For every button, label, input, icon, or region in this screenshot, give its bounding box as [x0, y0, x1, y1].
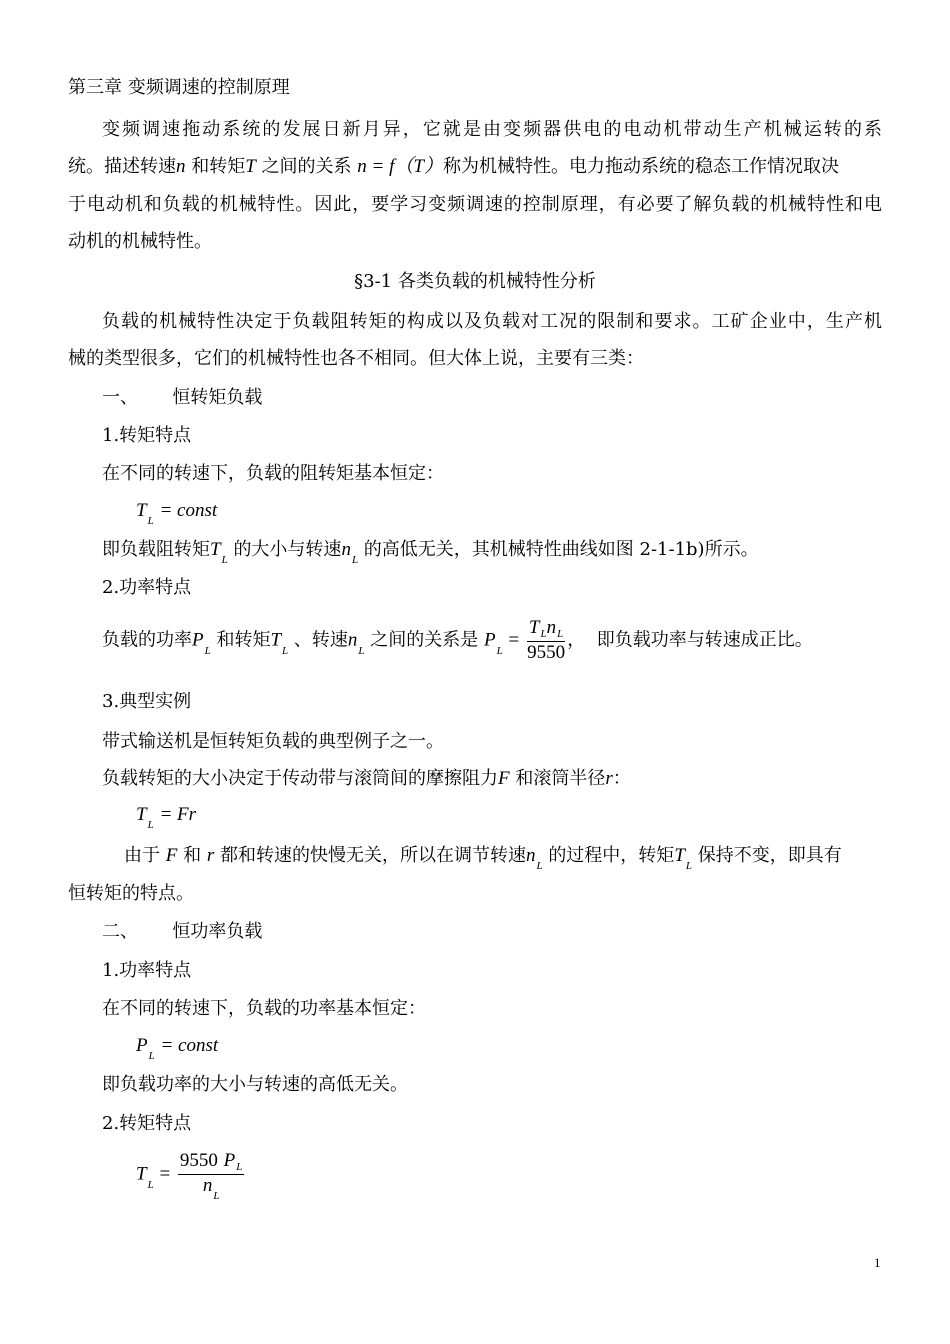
intro-line-1: 变频调速拖动系统的发展日新月异，它就是由变频器供电的电动机带动生产机械运转的系 — [102, 119, 882, 140]
symbol-n: n — [347, 629, 358, 651]
text: 和转矩 — [216, 629, 271, 651]
subscript-L: L — [213, 1190, 220, 1202]
part1-subheading-2: 2.功率特点 — [102, 577, 192, 598]
subscript-L: L — [557, 628, 564, 640]
subscript-L: L — [536, 860, 543, 872]
text: 负载的功率 — [102, 629, 192, 651]
symbol-P: P — [484, 629, 496, 651]
formula-rhs: = const — [160, 1035, 219, 1056]
symbol-n: n — [546, 617, 557, 638]
subscript-L: L — [221, 554, 228, 566]
part1-text-4: 带式输送机是恒转矩负载的典型例子之一。 — [102, 731, 444, 752]
intro-line-2 — [68, 155, 839, 179]
symbol-F: F — [498, 768, 510, 789]
part2-text-1: 在不同的转速下，负载的功率基本恒定： — [102, 998, 426, 1019]
symbol-T: T — [136, 500, 147, 521]
part1-heading: 一、 恒转矩负载 — [102, 387, 263, 408]
formula-rhs: = const — [159, 500, 218, 521]
text: 的大小与转速 — [233, 539, 342, 560]
text: 和 — [183, 845, 202, 866]
part2-heading: 二、 恒功率负载 — [102, 921, 263, 942]
text: 由于 — [124, 845, 160, 866]
chapter-title: 第三章 变频调速的控制原理 — [68, 77, 290, 98]
text: 的高低无关，其机械特性曲线如图 2-1-1b)所示。 — [363, 539, 759, 560]
subscript-L: L — [148, 1050, 155, 1062]
formula-PL-const — [136, 1035, 219, 1062]
part1-text-3 — [102, 617, 813, 664]
part1-text-6 — [124, 844, 842, 870]
text: 的过程中，转矩 — [548, 845, 675, 866]
fraction-denominator — [178, 1175, 244, 1202]
intro-line-3: 于电动机和负载的机械特性。因此，要学习变频调速的控制原理，有必要了解负载的机械特性和电 — [68, 194, 882, 215]
subscript-L: L — [147, 819, 154, 831]
part2-subheading-1: 1.功率特点 — [102, 960, 192, 981]
text: 负载转矩的大小决定于传动带与滚筒间的摩擦阻力 — [102, 768, 498, 789]
symbol-r: r — [206, 845, 215, 866]
part1-text-7: 恒转矩的特点。 — [68, 883, 194, 904]
formula-rhs: = Fr — [159, 804, 197, 825]
symbol-P: P — [192, 629, 204, 651]
formula-TL-9550PL-over-nL — [136, 1150, 246, 1202]
section-title: §3-1 各类负载的机械特性分析 — [354, 271, 596, 292]
text: 和转矩 — [191, 156, 246, 177]
part1-subheading-1: 1.转矩特点 — [102, 425, 192, 446]
intro-line-4: 动机的机械特性。 — [68, 231, 212, 252]
formula-TL-const — [136, 500, 218, 527]
symbol-n: n — [176, 156, 186, 177]
subscript-L: L — [685, 860, 693, 872]
subscript-L: L — [147, 1178, 154, 1191]
fraction-numerator — [527, 617, 565, 642]
subscript-L: L — [540, 628, 547, 640]
number: 9550 — [179, 1150, 218, 1171]
subscript-L: L — [147, 515, 154, 527]
text: ， 即负载功率与转速成正比。 — [567, 629, 813, 651]
section-intro-line-1: 负载的机械特性决定于负载阻转矩的构成以及负载对工况的限制和要求。工矿企业中，生产机 — [102, 311, 882, 332]
part1-text-2 — [102, 538, 759, 564]
text: 统。描述转速 — [68, 156, 176, 177]
symbol-T: T — [528, 617, 540, 638]
part1-subheading-3: 3.典型实例 — [102, 691, 192, 712]
symbol-P: P — [136, 1035, 148, 1056]
text: 之间的关系 — [261, 156, 352, 177]
subscript-L: L — [496, 644, 503, 657]
text: 、转速 — [293, 629, 348, 651]
fraction-9550PL-over-nL — [178, 1150, 244, 1202]
formula-TL-Fr — [136, 804, 197, 831]
subscript-L: L — [358, 644, 365, 657]
page-number: 1 — [874, 1255, 881, 1270]
symbol-T: T — [210, 539, 221, 560]
part1-text-1: 在不同的转速下，负载的阻转矩基本恒定： — [102, 463, 444, 484]
symbol-T: T — [136, 1163, 147, 1185]
text: ： — [612, 768, 631, 789]
symbol-F: F — [165, 845, 178, 866]
equals-sign: = — [508, 629, 520, 651]
text: 和滚筒半径 — [515, 768, 606, 789]
text: 即负载阻转矩 — [102, 539, 210, 560]
symbol-n: n — [341, 539, 351, 560]
part1-text-5 — [102, 767, 631, 791]
subscript-L: L — [282, 644, 289, 657]
symbol-P: P — [223, 1150, 236, 1171]
fraction-denominator: 9550 — [527, 642, 566, 663]
equals-sign: = — [159, 1163, 171, 1185]
subscript-L: L — [236, 1161, 243, 1173]
symbol-n: n — [202, 1175, 213, 1196]
symbol-n: n — [525, 845, 536, 866]
text: 都和转速的快慢无关，所以在调节转速 — [219, 845, 526, 866]
symbol-T: T — [136, 804, 147, 825]
part2-text-2: 即负载功率的大小与转速的高低无关。 — [102, 1074, 408, 1095]
formula-n-f-T: n = f（T） — [357, 156, 443, 177]
subscript-L: L — [204, 644, 211, 657]
symbol-T: T — [245, 156, 256, 177]
section-intro-line-2: 械的类型很多，它们的机械特性也各不相同。但大体上说，主要有三类： — [68, 348, 644, 369]
text: 保持不变，即具有 — [697, 845, 842, 866]
part2-subheading-2: 2.转矩特点 — [102, 1113, 192, 1134]
symbol-T: T — [270, 629, 282, 651]
text: 称为机械特性。电力拖动系统的稳态工作情况取决 — [442, 156, 839, 177]
subscript-L: L — [351, 554, 359, 566]
text: 之间的关系是 — [370, 629, 479, 651]
symbol-T: T — [674, 845, 685, 866]
fraction-TL-nL-over-9550 — [527, 617, 565, 664]
fraction-numerator — [178, 1150, 244, 1175]
symbol-r: r — [605, 768, 613, 789]
